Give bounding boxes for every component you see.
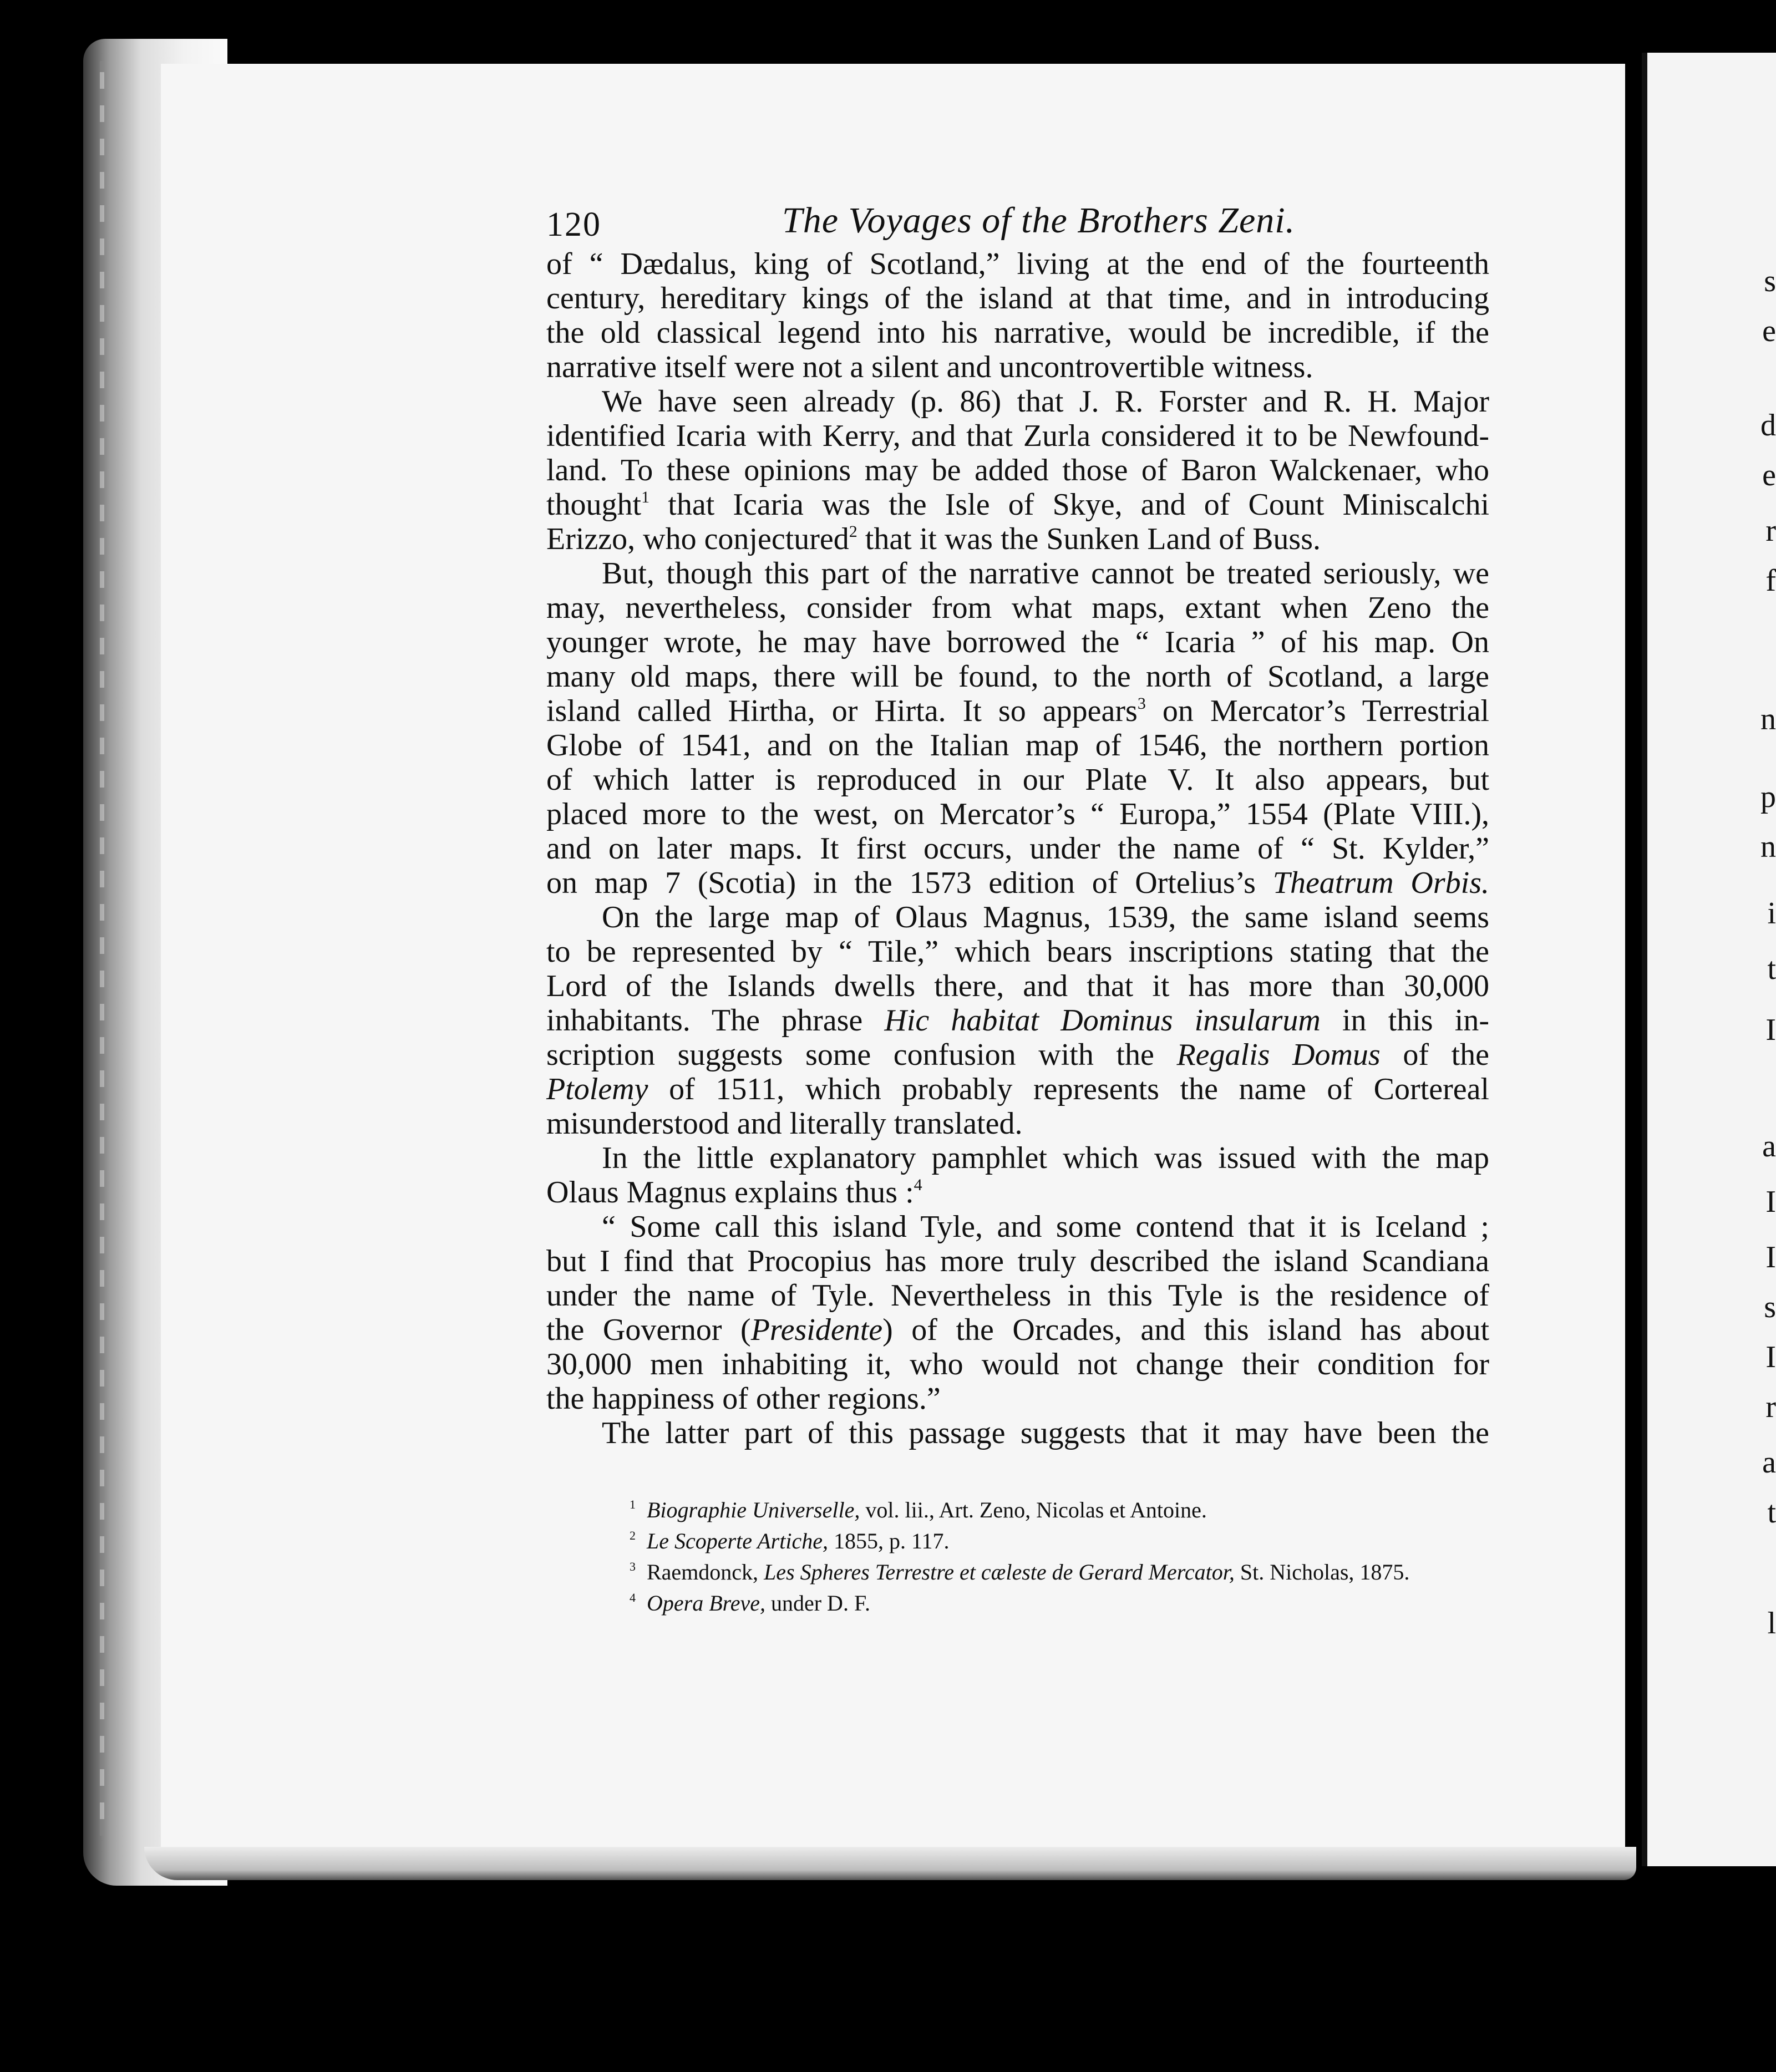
adjacent-page	[1642, 53, 1776, 1866]
adjacent-page-fragment: I	[1765, 1340, 1776, 1374]
footnote: 2 Le Scoperte Artiche, 1855, p. 117.	[630, 1528, 950, 1553]
book-page-bottom-edge	[144, 1847, 1636, 1880]
adjacent-page-fragment: e	[1762, 314, 1776, 348]
text-line: land. To these opinions may be added those of Baron Walckenaer, who	[546, 453, 1489, 487]
adjacent-page-fragment: n	[1760, 702, 1776, 737]
footnote-ref: 2	[849, 522, 857, 541]
text-line: under the name of Tyle. Nevertheless in this Tyle is the residence of	[546, 1278, 1489, 1313]
text-line: the happiness of other regions.”	[546, 1382, 941, 1416]
body-text	[546, 247, 1489, 1450]
text-line: placed more to the west, on Mercator’s “ Europa,” 1554 (Plate VIII.),	[546, 797, 1489, 831]
text-line: Globe of 1541, and on the Italian map of 1546, the northern portion	[546, 728, 1489, 763]
text-line: identified Icaria with Kerry, and that Zurla considered it to be Newfound-	[546, 419, 1489, 453]
text-line: may, nevertheless, consider from what maps, extant when Zeno the	[546, 591, 1489, 625]
text-line: In the little explanatory pamphlet which was issued with the map	[602, 1141, 1489, 1175]
footnote: 1 Biographie Universelle, vol. lii., Art. Zeno, Nicolas et Antoine.	[630, 1497, 1207, 1522]
footnotes	[616, 1492, 1503, 1616]
text-line: Olaus Magnus explains thus :$^4$	[546, 1175, 922, 1210]
text-line: many old maps, there will be found, to the north of Scotland, a large	[546, 659, 1489, 694]
text-line: on map 7 (Scotia) in the 1573 edition of Ortelius’s Theatrum Orbis.	[546, 866, 1489, 900]
adjacent-page-fragment: a	[1762, 1129, 1776, 1164]
text-line: scription suggests some confusion with the Regalis Domus of the	[546, 1038, 1489, 1072]
footnote-ref: 4	[914, 1176, 922, 1194]
adjacent-page-fragment: s	[1764, 1290, 1776, 1324]
adjacent-page-fragment: s	[1764, 264, 1776, 298]
text-line: Lord of the Islands dwells there, and that it has more than 30,000	[546, 969, 1489, 1003]
adjacent-page-fragment: p	[1760, 780, 1776, 814]
running-title: The Voyages of the Brothers Zeni.	[782, 200, 1296, 241]
text-line: Ptolemy of 1511, which probably represents the name of Cortereal	[546, 1072, 1489, 1106]
footnote: 4 Opera Breve, under D. F.	[630, 1591, 870, 1616]
adjacent-page-fragment: t	[1767, 952, 1776, 986]
adjacent-page-fragment: f	[1765, 563, 1776, 598]
footnote-ref: 1	[641, 488, 650, 506]
adjacent-page-fragment: l	[1767, 1606, 1776, 1641]
text-line: The latter part of this passage suggests that it may have been the	[602, 1416, 1489, 1450]
text-line: the Governor (Presidente) of the Orcades, and this island has about	[546, 1313, 1490, 1347]
text-line: the old classical legend into his narrative, would be incredible, if the	[546, 316, 1489, 350]
text-line: 30,000 men inhabiting it, who would not change their condition for	[546, 1347, 1489, 1382]
text-line: island called Hirtha, or Hirta. It so appears$^3$ on Mercator’s Terrestrial	[546, 694, 1489, 728]
text-line: misunderstood and literally translated.	[546, 1106, 1023, 1141]
adjacent-page-fragment: a	[1762, 1445, 1776, 1480]
adjacent-page-fragment: d	[1760, 408, 1776, 443]
adjacent-page-fragment: r	[1765, 514, 1776, 548]
footnote: 3 Raemdonck, Les Spheres Terrestre et cæleste de Gerard Mercator, St. Nicholas, 1875.	[630, 1560, 1410, 1585]
adjacent-page-fragment: I	[1765, 1013, 1776, 1047]
adjacent-page-fragment: r	[1765, 1390, 1776, 1424]
text-line: inhabitants. The phrase Hic habitat Dominus insularum in this in-	[546, 1003, 1489, 1038]
text-line: and on later maps. It first occurs, under the name of “ St. Kylder,”	[546, 831, 1489, 866]
adjacent-page-fragment: t	[1767, 1495, 1776, 1530]
text-line: of “ Dædalus, king of Scotland,” living at the end of the fourteenth	[546, 247, 1489, 281]
adjacent-page-fragment: n	[1760, 830, 1776, 864]
text-line: “ Some call this island Tyle, and some contend that it is Iceland ;	[602, 1210, 1489, 1244]
text-line: On the large map of Olaus Magnus, 1539, the same island seems	[602, 900, 1489, 935]
text-line: Erizzo, who conjectured$^2$ that it was the Sunken Land of Buss.	[546, 522, 1321, 556]
text-line: We have seen already (p. 86) that J. R. Forster and R. H. Major	[602, 384, 1489, 419]
text-line: of which latter is reproduced in our Plate V. It also appears, but	[546, 763, 1489, 797]
adjacent-page-fragment: i	[1767, 896, 1776, 931]
adjacent-page-fragment: I	[1765, 1240, 1776, 1274]
text-line: thought$^1$ that Icaria was the Isle of Skye, and of Count Miniscalchi	[546, 487, 1489, 522]
text-line: to be represented by “ Tile,” which bears inscriptions stating that the	[546, 935, 1489, 969]
text-line: younger wrote, he may have borrowed the “ Icaria ” of his map. On	[546, 625, 1489, 659]
page-number: 120	[546, 206, 601, 243]
text-line: but I find that Procopius has more truly described the island Scandiana	[546, 1244, 1489, 1278]
text-line: narrative itself were not a silent and uncontrovertible witness.	[546, 350, 1313, 384]
adjacent-page-fragment: I	[1765, 1185, 1776, 1219]
text-line: century, hereditary kings of the island at that time, and in introducing	[546, 281, 1489, 316]
text-line: But, though this part of the narrative cannot be treated seriously, we	[602, 556, 1489, 591]
adjacent-page-fragment: e	[1762, 458, 1776, 492]
footnote-ref: 3	[1137, 694, 1146, 713]
